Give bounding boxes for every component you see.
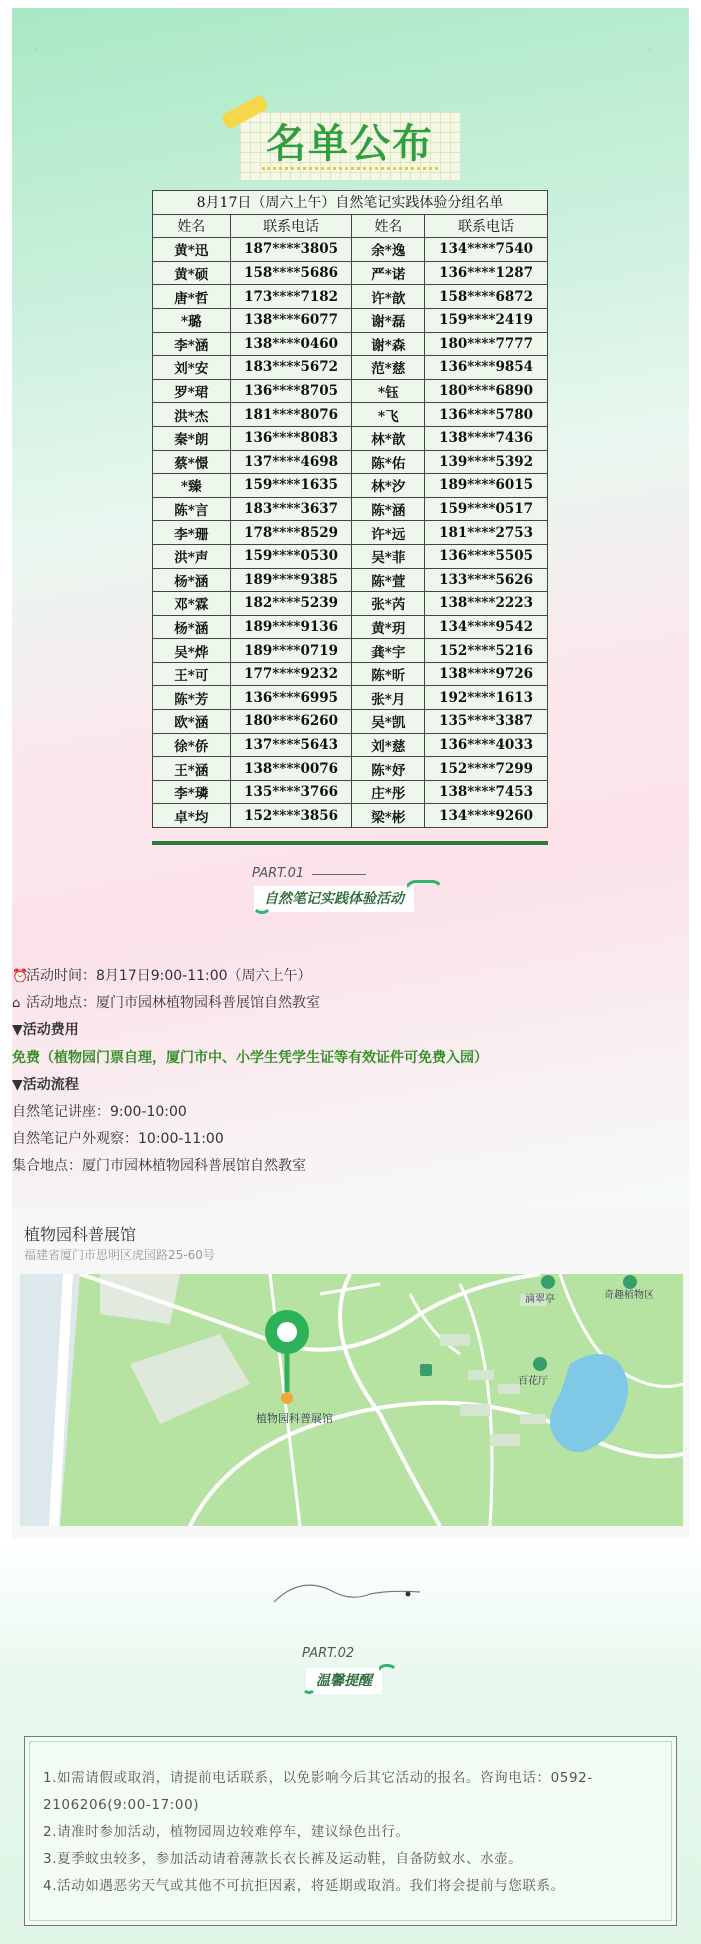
participant-name: 陈*芳	[153, 686, 231, 710]
participant-phone: 138****2223	[425, 592, 548, 616]
map-location-title: 植物园科普展馆	[24, 1225, 137, 1244]
participant-phone: 133****5626	[425, 568, 548, 592]
table-row	[153, 308, 548, 332]
participant-name: 罗*珺	[153, 379, 231, 403]
participant-name: 刘*慈	[352, 733, 425, 757]
participant-phone: 182****5239	[230, 592, 352, 616]
participant-name: 洪*杰	[153, 403, 231, 427]
participant-phone: 189****9136	[230, 615, 352, 639]
participant-name: 庄*彤	[352, 780, 425, 804]
participant-phone: 189****9385	[230, 568, 352, 592]
participant-phone: 173****7182	[230, 285, 352, 309]
participant-phone: 180****6260	[230, 710, 352, 734]
participant-name: 杨*涵	[153, 568, 231, 592]
table-row	[153, 662, 548, 686]
swoosh-decor	[404, 880, 444, 892]
map-poi-label: 滴翠亭	[525, 1294, 555, 1305]
table-row	[153, 639, 548, 663]
part-tag: 温馨提醒	[306, 1668, 382, 1694]
map-poi-label: 百花厅	[518, 1376, 548, 1387]
participant-phone: 180****7777	[425, 332, 548, 356]
participant-phone: 136****5505	[425, 544, 548, 568]
participant-phone: 152****5216	[425, 639, 548, 663]
participant-name: 许*远	[352, 521, 425, 545]
participant-name: 吴*烨	[153, 639, 231, 663]
clock-icon: ⏰	[12, 969, 29, 984]
participant-name: 黄*玥	[352, 615, 425, 639]
table-row	[153, 238, 548, 262]
participant-phone: 136****6995	[230, 686, 352, 710]
notice-item: 2.请准时参加活动，植物园周边较难停车，建议绿色出行。	[43, 1824, 410, 1840]
participant-name: 余*逸	[352, 238, 425, 262]
map-marker-label: 植物园科普展馆	[256, 1412, 333, 1425]
col-header-phone: 联系电话	[425, 214, 548, 238]
participant-phone: 134****7540	[425, 238, 548, 262]
participant-phone: 134****9542	[425, 615, 548, 639]
map-address: 福建省厦门市思明区虎园路25-60号	[24, 1248, 215, 1262]
participant-phone: 159****2419	[425, 308, 548, 332]
part-label: PART.02	[302, 1646, 355, 1661]
participant-phone: 136****8083	[230, 426, 352, 450]
participant-phone: 135****3387	[425, 710, 548, 734]
table-row	[153, 261, 548, 285]
page-title: 名单公布	[266, 121, 434, 167]
map-poi-label: 奇趣植物区	[604, 1290, 654, 1301]
participant-phone: 136****9854	[425, 356, 548, 380]
participant-phone: 180****6890	[425, 379, 548, 403]
table-row	[153, 757, 548, 781]
participant-name: 王*涵	[153, 757, 231, 781]
participant-name: 张*月	[352, 686, 425, 710]
notice-item: 3.夏季蚊虫较多，参加活动请着薄款长衣长裤及运动鞋，自备防蚊水、水壶。	[43, 1851, 523, 1867]
participant-name: 林*歆	[352, 426, 425, 450]
table-row	[153, 285, 548, 309]
participant-phone: 187****3805	[230, 238, 352, 262]
participant-phone: 181****2753	[425, 521, 548, 545]
participant-phone: 136****8705	[230, 379, 352, 403]
participant-phone: 135****3766	[230, 780, 352, 804]
table-caption: 8月17日（周六上午）自然笔记实践体验分组名单	[153, 191, 548, 215]
participant-name: 蔡*憬	[153, 450, 231, 474]
participant-phone: 136****5780	[425, 403, 548, 427]
part-divider	[312, 874, 366, 875]
table-row	[153, 615, 548, 639]
table-row	[153, 450, 548, 474]
participant-name: *璐	[153, 308, 231, 332]
participant-name: 李*涵	[153, 332, 231, 356]
participant-name: 陈*涵	[352, 497, 425, 521]
table-row	[153, 403, 548, 427]
table-row	[153, 521, 548, 545]
participant-phone: 138****6077	[230, 308, 352, 332]
participant-name: 范*慈	[352, 356, 425, 380]
col-header-name: 姓名	[153, 214, 231, 238]
activity-place: ⌂ 活动地点：厦门市园林植物园科普展馆自然教室	[12, 993, 320, 1014]
participant-name: *臻	[153, 474, 231, 498]
participant-name: 陈*妤	[352, 757, 425, 781]
participant-name: 黄*迅	[153, 238, 231, 262]
participant-phone: 189****6015	[425, 474, 548, 498]
table-row	[153, 568, 548, 592]
participant-name: 李*珊	[153, 521, 231, 545]
participant-name: 陈*萱	[352, 568, 425, 592]
participant-name: 吴*菲	[352, 544, 425, 568]
participant-name: 洪*声	[153, 544, 231, 568]
participant-phone: 183****3637	[230, 497, 352, 521]
title-underline	[262, 162, 438, 170]
participant-phone: 137****5643	[230, 733, 352, 757]
table-row	[153, 804, 548, 828]
table-row	[153, 497, 548, 521]
table-row	[153, 710, 548, 734]
participant-name: *钰	[352, 379, 425, 403]
participant-phone: 178****8529	[230, 521, 352, 545]
participant-phone: 158****6872	[425, 285, 548, 309]
participant-name: 李*璘	[153, 780, 231, 804]
decor-dots-right: · › ·	[635, 44, 667, 55]
table-row	[153, 356, 548, 380]
table-bottom-bar	[152, 841, 548, 845]
participant-name: 刘*安	[153, 356, 231, 380]
participant-phone: 159****1635	[230, 474, 352, 498]
participant-name: 谢*磊	[352, 308, 425, 332]
map-card[interactable]	[12, 1208, 689, 1538]
participant-phone: 181****8076	[230, 403, 352, 427]
participant-name: 邓*霖	[153, 592, 231, 616]
participant-name: 龚*宇	[352, 639, 425, 663]
participant-name: 张*芮	[352, 592, 425, 616]
participant-name: 陈*昕	[352, 662, 425, 686]
swoosh-decor	[252, 892, 272, 914]
fee-heading: ▼活动费用	[12, 1022, 79, 1038]
part-label: PART.01	[252, 866, 305, 881]
participant-name: 卓*均	[153, 804, 231, 828]
participant-name: 唐*哲	[153, 285, 231, 309]
participant-name: 杨*涵	[153, 615, 231, 639]
participant-name: *飞	[352, 403, 425, 427]
participant-phone: 177****9232	[230, 662, 352, 686]
map-graphic	[20, 1274, 683, 1526]
home-icon: ⌂	[12, 996, 21, 1011]
participant-phone: 138****0460	[230, 332, 352, 356]
participant-phone: 152****3856	[230, 804, 352, 828]
notice-item: 1.如需请假或取消，请提前电话联系，以免影响今后其它活动的报名。咨询电话：0592-2106206(9:00-17:00)	[43, 1770, 593, 1813]
roster-table	[152, 190, 548, 828]
participant-name: 严*诺	[352, 261, 425, 285]
squiggle-divider	[270, 1572, 430, 1612]
table-row	[153, 592, 548, 616]
participant-name: 许*歆	[352, 285, 425, 309]
participant-name: 黄*硕	[153, 261, 231, 285]
participant-phone: 138****9726	[425, 662, 548, 686]
flow-item: 自然笔记户外观察：10:00-11:00	[12, 1131, 224, 1147]
flow-item: 自然笔记讲座：9:00-10:00	[12, 1104, 187, 1120]
fee-text: 免费（植物园门票自理，厦门市中、小学生凭学生证等有效证件可免费入园）	[12, 1050, 488, 1066]
participant-name: 秦*朗	[153, 426, 231, 450]
table-row	[153, 733, 548, 757]
table-row	[153, 780, 548, 804]
participant-phone: 158****5686	[230, 261, 352, 285]
participant-phone: 189****0719	[230, 639, 352, 663]
participant-phone: 138****0076	[230, 757, 352, 781]
participant-name: 林*汐	[352, 474, 425, 498]
gather-place: 集合地点：厦门市园林植物园科普展馆自然教室	[12, 1158, 306, 1174]
participant-name: 欧*涵	[153, 710, 231, 734]
table-row	[153, 379, 548, 403]
swoosh-decor	[302, 1672, 316, 1694]
activity-time: ⏰活动时间：8月17日9:00-11:00（周六上午）	[12, 966, 312, 987]
participant-phone: 137****4698	[230, 450, 352, 474]
participant-name: 陈*佑	[352, 450, 425, 474]
participant-phone: 159****0530	[230, 544, 352, 568]
participant-phone: 136****1287	[425, 261, 548, 285]
notice-box	[24, 1736, 677, 1926]
participant-phone: 192****1613	[425, 686, 548, 710]
participant-name: 陈*言	[153, 497, 231, 521]
participant-phone: 136****4033	[425, 733, 548, 757]
table-row	[153, 426, 548, 450]
participant-name: 梁*彬	[352, 804, 425, 828]
map-view[interactable]	[20, 1274, 683, 1526]
table-row	[153, 474, 548, 498]
participant-name: 谢*森	[352, 332, 425, 356]
part-tag: 自然笔记实践体验活动	[254, 886, 414, 912]
participant-phone: 159****0517	[425, 497, 548, 521]
decor-dots-left: ‹ · ·	[34, 44, 66, 55]
col-header-name: 姓名	[352, 214, 425, 238]
participant-phone: 138****7436	[425, 426, 548, 450]
flow-heading: ▼活动流程	[12, 1077, 79, 1093]
participant-phone: 138****7453	[425, 780, 548, 804]
participant-phone: 152****7299	[425, 757, 548, 781]
notice-item: 4.活动如遇恶劣天气或其他不可抗拒因素，将延期或取消。我们将会提前与您联系。	[43, 1878, 565, 1894]
participant-phone: 183****5672	[230, 356, 352, 380]
participant-name: 王*可	[153, 662, 231, 686]
participant-name: 徐*侨	[153, 733, 231, 757]
table-row	[153, 544, 548, 568]
table-row	[153, 332, 548, 356]
col-header-phone: 联系电话	[230, 214, 352, 238]
participant-phone: 139****5392	[425, 450, 548, 474]
participant-phone: 134****9260	[425, 804, 548, 828]
table-row	[153, 686, 548, 710]
participant-name: 吴*凯	[352, 710, 425, 734]
